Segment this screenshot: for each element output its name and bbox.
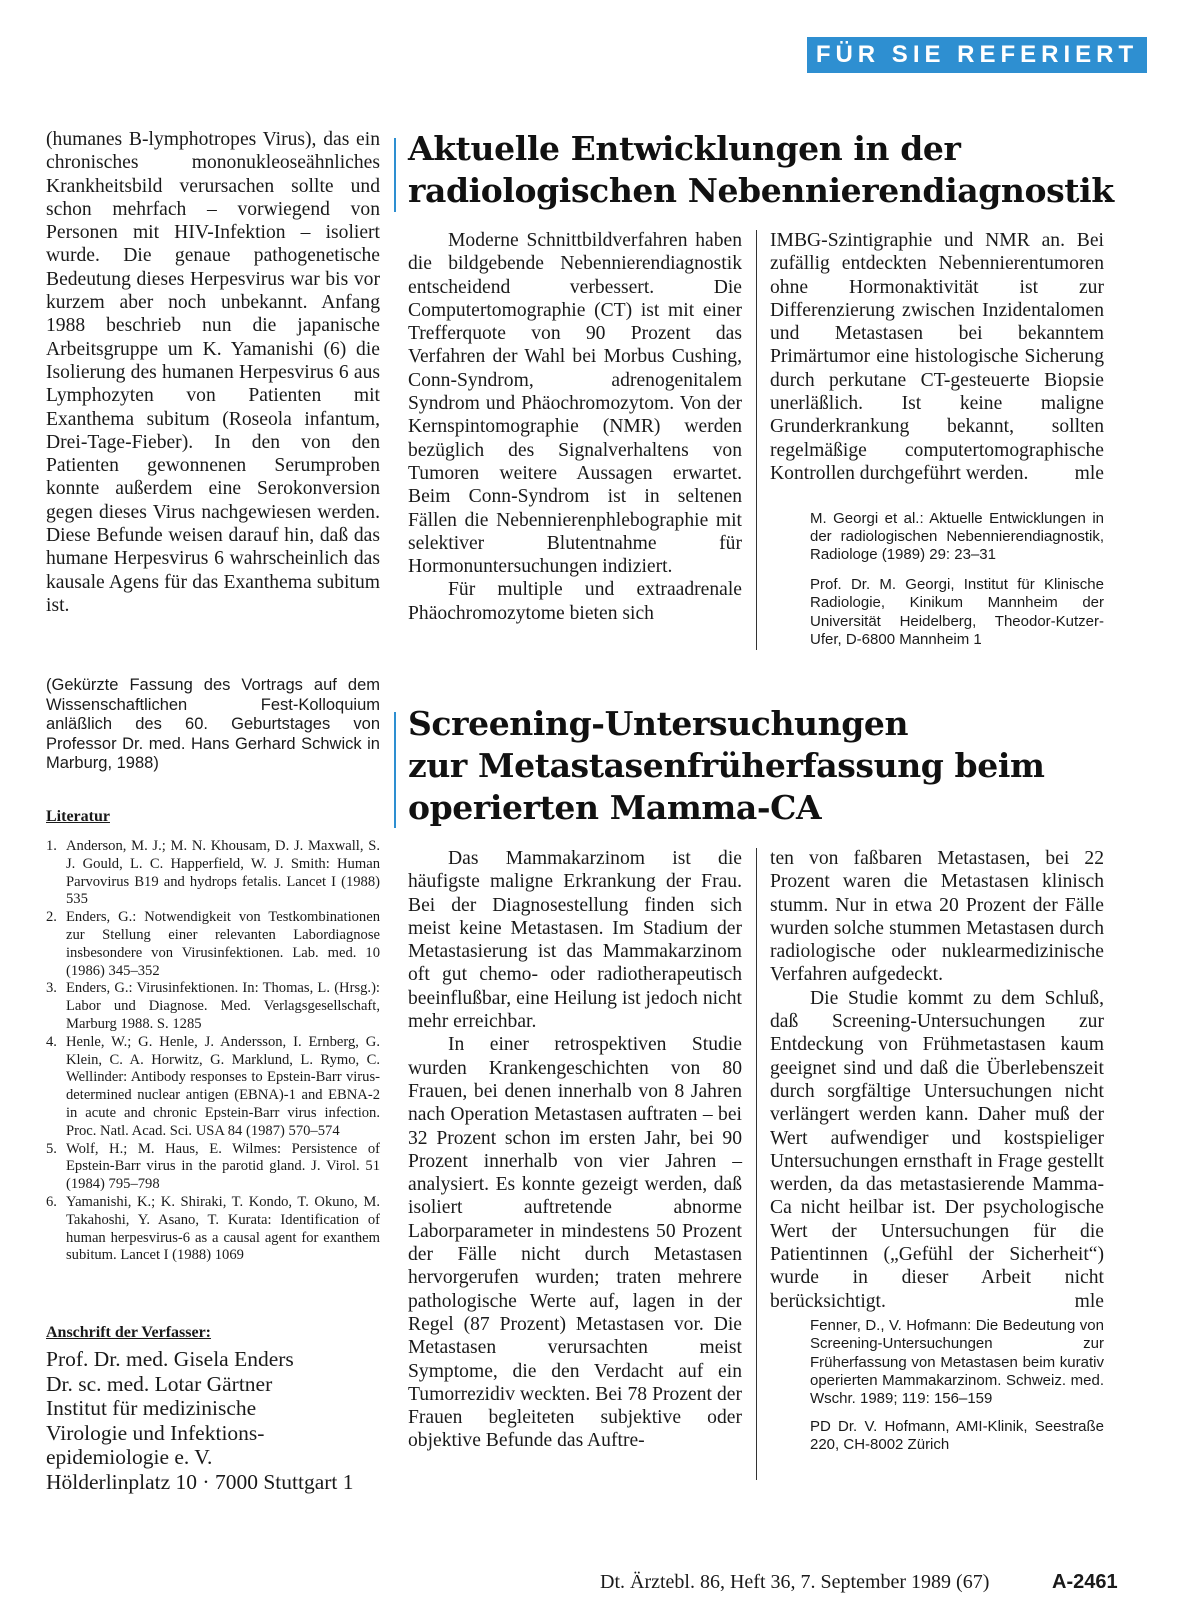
address-line: Dr. sc. med. Lotar Gärtner bbox=[46, 1371, 273, 1396]
article1-title bbox=[408, 128, 1148, 212]
article1-column1 bbox=[408, 229, 742, 625]
address-title: Anschrift der Verfasser: bbox=[46, 1324, 212, 1341]
article1-reference: M. Georgi et al.: Aktuelle Entwicklungen in der radiologischen Nebennierendiagnostik, Radiologe (1989) 29: 23–31 bbox=[810, 509, 1104, 563]
literature-number: 3. bbox=[46, 980, 57, 997]
literature-number: 2. bbox=[46, 909, 57, 926]
address-line: Virologie und Infektions- bbox=[46, 1420, 265, 1445]
literature-title: Literatur bbox=[46, 808, 110, 825]
literature-item bbox=[46, 1034, 380, 1141]
article2-paragraph: ten von faßbaren Metastasen, bei 22 Prozent waren die Metastasen klinisch stumm. Nur in etwa 20 Prozent der Fälle wurden solche stummen Metastasen durch radiologische oder nuklearmedizinische Verfahren aufgedeckt. bbox=[770, 848, 1104, 986]
address-line: Hölderlinplatz 10 · 7000 Stuttgart 1 bbox=[46, 1469, 354, 1494]
literature-number: 1. bbox=[46, 838, 57, 854]
article1-accent-rule bbox=[394, 138, 396, 212]
article2-title bbox=[408, 703, 1148, 829]
article2-title-line2: zur Metastasenfrüherfassung beim bbox=[408, 746, 1045, 785]
article1-paragraph: IMBG-Szintigraphie und NMR an. Bei zufällig entdeckten Nebennierentumoren ohne Hormonaktivität ist zur Differenzierung zwischen Inzidentalomen und Metastasen bei bekanntem Primärtumor eine histologische Sicherung durch perkutane CT-gesteuerte Biopsie unerläßlich. Ist keine maligne Grunderkrankung bekannt, sollten regelmäßige computertomographische Kontrollen durchgeführt werden. bbox=[770, 230, 1104, 484]
address-line: Institut für medizinische bbox=[46, 1396, 257, 1421]
literature-text: Wolf, H.; M. Haus, E. Wilmes: Persistence of Epstein-Barr virus in the parotid gland. J. Virol. 51 (1984) 795–798 bbox=[66, 1140, 380, 1193]
page-code: A-2461 bbox=[1052, 1571, 1118, 1593]
author-address-block bbox=[46, 1324, 386, 1495]
article2-title-line3: operierten Mamma-CA bbox=[408, 788, 822, 827]
article1-column2 bbox=[770, 229, 1104, 649]
article1-title-line2: radiologischen Nebennierendiagnostik bbox=[408, 171, 1114, 210]
article2-accent-rule bbox=[394, 712, 396, 828]
literature-text: Anderson, M. J.; M. N. Khousam, D. J. Maxwall, S. J. Gould, L. C. Happerfield, W. J. Smith: Human Parvovirus B19 and hydrops fetalis. Lancet I (1988) 535 bbox=[66, 838, 380, 908]
article1-column-divider bbox=[756, 230, 757, 650]
literature-text: Enders, G.: Notwendigkeit von Testkombinationen zur Stellung einer relevanten Labordiagnose insbesondere von Virusinfektionen. Lab. med. 10 (1986) 345–352 bbox=[66, 909, 380, 979]
left-column bbox=[46, 128, 380, 617]
article1-paragraph: Für multiple und extraadrenale Phäochromozytome bieten sich bbox=[408, 579, 742, 624]
literature-number: 6. bbox=[46, 1193, 57, 1210]
literature-item bbox=[46, 1194, 380, 1265]
literature-item bbox=[46, 909, 380, 980]
article2-title-line1: Screening-Untersuchungen bbox=[408, 704, 909, 743]
literature-section bbox=[46, 808, 380, 1265]
literature-number: 5. bbox=[46, 1140, 57, 1157]
article2-reference: Fenner, D., V. Hofmann: Die Bedeutung von Screening-Untersuchungen zur Früherfassung von Metastasen beim kurativ operierten Mammakarzinom. Schweiz. med. Wschr. 1989; 119: 156–159 bbox=[810, 1317, 1104, 1408]
literature-text: Henle, W.; G. Henle, J. Andersson, I. Ernberg, G. Klein, C. A. Horwitz, G. Marklund, L. Rymo, C. Wellinder: Antibody responses to Epstein-Barr virus-determined nuclear antigen (EBNA)-1 and EBNA-2 in acute and chronic Epstein-Barr virus infection. Proc. Natl. Acad. Sci. USA 84 (1987) 570–574 bbox=[66, 1033, 380, 1139]
journal-citation: Dt. Ärztebl. 86, Heft 36, 7. September 1989 (67) bbox=[600, 1571, 990, 1593]
address-line: Prof. Dr. med. Gisela Enders bbox=[46, 1347, 294, 1371]
section-banner: FÜR SIE REFERIERT bbox=[807, 37, 1147, 73]
literature-number: 4. bbox=[46, 1033, 57, 1050]
article1-author-address: Prof. Dr. M. Georgi, Institut für Klinische Radiologie, Kinikum Mannheim der Universität Heidelberg, Theodor-Kutzer-Ufer, D-6800 Mannheim 1 bbox=[810, 576, 1104, 648]
literature-item bbox=[46, 838, 380, 909]
article1-signature: mle bbox=[1074, 463, 1104, 485]
literature-list bbox=[46, 838, 380, 1265]
article1-title-line1: Aktuelle Entwicklungen in der bbox=[408, 129, 961, 168]
article2-column1 bbox=[408, 847, 742, 1453]
article2-column2 bbox=[770, 847, 1104, 1455]
lecture-note bbox=[46, 676, 380, 774]
article2-author-address: PD Dr. V. Hofmann, AMI-Klinik, Seestraße 220, CH-8002 Zürich bbox=[810, 1418, 1104, 1454]
continuation-text: (humanes B-lymphotropes Virus), das ein chronisches mononukleoseähnliches Krankheitsbild verursachen sollte und schon mehrfach – vorwiegend von Personen mit HIV-Infektion – isoliert wurde. Die genaue pathogenetische Bedeutung dieses Herpesvirus war bis vor kurzem aber noch unbekannt. Anfang 1988 beschrieb nun die japanische Arbeitsgruppe um K. Yamanishi (6) die Isolierung des humanen Herpesvirus 6 aus Lymphozyten von Patienten mit Exanthema subitum (Roseola infantum, Drei-Tage-Fieber). In den von den Patienten gewonnenen Serumproben konnte außerdem eine Serokonversion gegen dieses Virus nachgewiesen werden. Diese Befunde weisen darauf hin, daß das humane Herpesvirus 6 wahrscheinlich das kausale Agens für das Exanthema subitum ist. bbox=[46, 129, 380, 616]
literature-text: Yamanishi, K.; K. Shiraki, T. Kondo, T. Okuno, M. Takahoshi, Y. Asano, T. Kurata: Identification of human herpesvirus-6 as a causal agent for exanthem subitum. Lancet I (1988) 1069 bbox=[66, 1193, 380, 1264]
article2-column-divider bbox=[756, 848, 757, 1480]
literature-item bbox=[46, 1141, 380, 1194]
lecture-note-text: (Gekürzte Fassung des Vortrags auf dem Wissenschaftlichen Fest-Kolloquium anläßlich des 60. Geburtstages von Professor Dr. med. Hans Gerhard Schwick in Marburg, 1988) bbox=[46, 676, 380, 772]
article2-paragraph: In einer retrospektiven Studie wurden Krankengeschichten von 80 Frauen, bei denen innerhalb von 8 Jahren nach Operation Metastasen auftraten – bei 32 Prozent schon im ersten Jahr, bei 90 Prozent innerhalb von vier Jahren – analysiert. Es konnte gezeigt werden, daß isoliert auftretende abnorme Laborparameter in mindestens 50 Prozent der Fälle nicht durch Metastasen hervorgerufen wurden; traten mehrere pathologische Werte auf, lagen in der Regel (87 Prozent) Metastasen vor. Die Metastasen verursachten meist Symptome, die den Verdacht auf ein Tumorrezidiv weckten. Bei 78 Prozent der Frauen begleiteten subjektive oder objektive Befunde das Auftre- bbox=[408, 1034, 742, 1452]
article2-paragraph: Die Studie kommt zu dem Schluß, daß Screening-Untersuchungen zur Entdeckung von Frühmetastasen kaum geeignet sind und daß die Überlebenszeit durch sorgfältige Untersuchungen nicht verlängert werden kann. Daher muß der Wert aufwendiger und kostspieliger Untersuchungen ernsthaft in Frage gestellt werden, da das metastasierende Mamma-Ca nicht heilbar ist. Der psychologische Wert der Untersuchungen für die Patientinnen („Gefühl der Sicherheit“) wurde in dieser Arbeit nicht berücksichtigt. bbox=[770, 987, 1104, 1312]
article2-signature: mle bbox=[1074, 1290, 1104, 1312]
article2-paragraph: Das Mammakarzinom ist die häufigste maligne Erkrankung der Frau. Bei der Diagnosestellung finden sich meist keine Metastasen. Im Stadium der Metastasierung ist das Mammakarzinom oft gut chemo- oder radiotherapeutisch beeinflußbar, eine Heilung ist jedoch nicht mehr erreichbar. bbox=[408, 848, 742, 1033]
article1-paragraph: Moderne Schnittbildverfahren haben die bildgebende Nebennierendiagnostik entscheidend verbessert. Die Computertomographie (CT) ist mit einer Trefferquote von 90 Prozent das Verfahren der Wahl bei Morbus Cushing, Conn-Syndrom, adrenogenitalem Syndrom und Phäochromozytom. Von der Kernspintomographie (NMR) werden bezüglich des Signalverhaltens von Tumoren weitere Aussagen erwartet. Beim Conn-Syndrom ist in seltenen Fällen die Nebennierenphlebographie mit selektiver Blutentnahme für Hormonuntersuchungen indiziert. bbox=[408, 230, 742, 578]
literature-text: Enders, G.: Virusinfektionen. In: Thomas, L. (Hrsg.): Labor und Diagnose. Med. Verlagsgesellschaft, Marburg 1988. S. 1285 bbox=[66, 980, 380, 1032]
address-line: epidemiologie e. V. bbox=[46, 1445, 213, 1470]
literature-item bbox=[46, 980, 380, 1033]
